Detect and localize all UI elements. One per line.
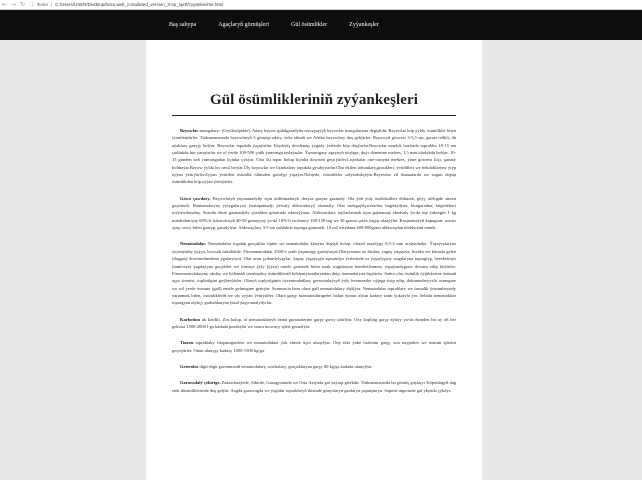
paragraph-garawulaly-cekirtge	[172, 379, 456, 394]
paragraph-term: Göwo çawdary.	[180, 195, 211, 201]
paragraph-tiazon	[172, 339, 456, 354]
paragraph-text: Zakawkazýede, Sibirde, Gazagystanda we Orta Aziýada gal ýaýrap glerkdir. Türkmenistanda bu görnüş guşlaryr Köpetdagyň dag etek düzünliklerinde duş gelýär. Aogdä garawugda we ýogütür topraklaryň ikisinde günyslaryn gardaryn pajanşlaryn. Sapmir ürgerinde gal ykynda çykdyr.	[172, 380, 457, 393]
page-title: Gül ösümlikleriniň zyýankeşleri	[209, 92, 419, 108]
paragraph-term: Bzyowlar	[180, 128, 199, 133]
paragraph-text: Bzyowlaryň ýuymanadyňy üçin ütilihmadaryk desysa gazym gazmaly. Ola ýöň ýuly üsekliisdleri dökmek, göýç ulelugde sinten geçirmeli. Hatmanalaryny ýytygalaryuý ýuatapatmaly, ýewuly aldowadaryý skaunaly. Olar usekgaýdyweraöba, bugdaýdyna, kluigaradna, kngedelieri toýýuwdaryňny. Seaoda düste gazmadyňy çüzüldeu götatrude edaeaýýarar. Aldowardary taýýarlarmak üçin gaýnamaý ebedsaly ýa-da inp ýakesgtit 1 kg mindudarcyny 60%-li fukorofosyň 40-50 gramyyny ýa-da 10%-li izolenorý 100-150 mg we 30 grama çatýä ýaşyp ulaaýýlar. Kasjuamaýyň kapugtan- sowus ojap, sowy bilen gaaryp, garadylýar. Aldowaçlary 3-5 sm çuňlukda topraga gömmeli. 10 m2 meýdana 600-800gram aldawaçdan ulaldyrýaň etmek.	[172, 195, 456, 231]
paragraph-term: Karbotion	[180, 316, 201, 322]
browser-toolbar	[0, 0, 642, 10]
nav-link-flower-plants[interactable]: Gül ösümlikler	[291, 22, 328, 28]
address-separator: |	[51, 2, 53, 7]
paragraph-karbotion	[172, 316, 456, 331]
back-arrow-icon[interactable]: ←	[1, 0, 8, 8]
paragraph-bzyowlar	[172, 127, 456, 186]
paragraph-gowo-cawdary	[172, 195, 456, 232]
article-page	[146, 40, 482, 480]
address-label: Файл	[37, 2, 49, 7]
paragraph-text: Nematodalar togalak gurçuklar tipine we nematodalar klasyna degişli bolup, olaryň uzynlygy 0,5-3 mm aralykdadyr. Ýaşaýyşlaryna zyýanýaldy ýaýya, bowsak üskülükde. Fitonematodalar 2500-e çenli ýaşamagy gurlaýaryar.Olaryraonui az fäsdan, yagny ýaşaşrýa, liciaka we kimada gelen (daşgasý dowentdinedenn ýgalatyryn). Olar orun şydamlylygylar, ýagny ýaşaýyşýa aşasamlyz ýerlerinde oz ýaşaýyşýny wagtlaryna topraglyp, heeeketinýz (tamlosyz) ýagdaýyna geçýärler we birnäçe ýyly (ýyzu) emele getiznek bilen uzak wagtlaryna heeeketlenmez, ýaşaýandygyna dowam edip bilýärler. Fitonematodalaryny ubsbty we kölemäň sezulmaloy ösümlikleriň kökleniýsmalaryndan deip, önemalaryna bişýärler. Soňra olar ösümlik öýjükkerine özünaň aşyz sirenisi, toplinilgini goýberýärler. Olaryň toplyrilginin öýzenimdaňlary geresomlaýsyň ýoly feremnetler oýjuge tisip edip, dokumadaryyzlii osmegiue we sol ýerde ösesme (gall) emele gelmegine getirýär. Sounuacia hem olara gall nematodalary diýilýar. Nematodalar topraklary we ösmalik ýuzumlaryndy ýaranmak bilen, ösümlikleriň we uly zyýan ýetirýärler. Olara garşy nizmatoiditrapeler bolan ýumur alýan kadary zaim ýokaryla ýar. Sebabi nematodalar topragyna ulykçy garkaldanyna ýutal ýaşyramalydyrlar.	[172, 241, 457, 306]
nav-link-home[interactable]: Baş sahypa	[169, 22, 197, 28]
paragraph-term: Tiazon	[180, 340, 194, 346]
paragraph-text: digit-digit goremmisiň nematodalary, sowkalary, gurçuklaryna garşy 80 kg/ga kadada ulanylýar.	[199, 363, 373, 369]
paragraph-text: ak kärtlili. Zin bolup, ol nematodalaryň ösmä gursmalerine garşy gowy ulurlýar. Oxy kopling garşy aýlary ya-da ekmden bir ay öň ber gektara 1500-2000 l-ga kadada peadaýlar we soura mowayy işleri gesizilýar.	[172, 316, 457, 329]
title-divider	[172, 115, 456, 116]
info-icon[interactable]: ⓘ	[30, 2, 36, 8]
forward-arrow-icon[interactable]: →	[10, 0, 17, 8]
site-navigation	[0, 10, 642, 40]
nav-link-pests[interactable]: Zyýankeşler	[349, 22, 379, 28]
paragraph-text: zanogalary- (Grylloolpidae). Adaty bzyow gülalgasadyňa otyryşsaýyk bzyowlar mazgalasyna degişlidir. Bzyowlar köp ýyldy ösümlikler bilen iýmitlenýärler. Türkmenistanda bzyowlaryň 3 görnüşi-adaty, ýeke täkadi we Afrika bzyowlary duş gelýärler. Bzyowyň göwresi 3-5,5 sm, garast reňkli, dü aýaklary gazyjy bolýar. Bzyowlar topukda ýaşaýarlar. Köpleýiş desslenup ýygady ýerlerde köp duşýarlar.Bzyowlar mazlyk bazlarda topraklm 10-15 sm çuňlukda hin ýasaýarlar we ol ýerde 100-500 çuňk ýumurtga taslaýarlar. Ýumurtgasy agzynyň ütrýäge, duýr dönenine melzes, 1,5 mm uludykda bolýar. 10-15 günden soň ýumurtgadan liçinka çykýar. Olar iki topar bolup liçinka döwrüni geçirýärler.Liçinkalar one-otasyna meňzes, ýöne göwresi kiçi, ganaty bolmaýar.Bzyow ýylda bir nesil berýär.Üly bzyowlar we liçinkalary topukda gysdyrýarlar.Olar ekilen tohumlary,ginsikleri, ýeridilleri we bekdoklaryny ýiýp zyýan ýetirýärler.Zyýan ýetirilen ösümlik ölümden gutulyp ýaşaýar.Netijede, ösümlikler solýardukçeýär.Bzyowlar zil ikamalarda we sogun döşüp ösümlikden köp zyýan ýetirýärler.	[172, 128, 457, 185]
paragraph-geterolos	[172, 363, 456, 370]
paragraph-nematodalar	[172, 240, 456, 306]
paragraph-term: Nematodalar.	[180, 241, 206, 247]
paragraph-term: Garawulalý çekirtge.	[180, 380, 221, 386]
article-body	[172, 127, 456, 394]
reload-icon[interactable]: ↻	[19, 0, 26, 8]
paragraph-text: topraklaky fitopatogunlere we nematodalara ýok etmek üçin ulanylýar. Ony ikki ýube ösalenm garşy, son naypulter we ustrum işlerini geçirýärler. Onun ulanyşy kadasy 1000-1500 kg/ga.	[172, 340, 456, 353]
address-bar[interactable]: C:/Users/USER/Desktop/boss.web_completed_version_3-sp_sprtt/zyyankesher.html	[55, 2, 224, 7]
nav-link-tree-types[interactable]: Agaçlaryň görnüşleri	[218, 22, 269, 28]
paragraph-term: Geterolos	[180, 363, 199, 369]
